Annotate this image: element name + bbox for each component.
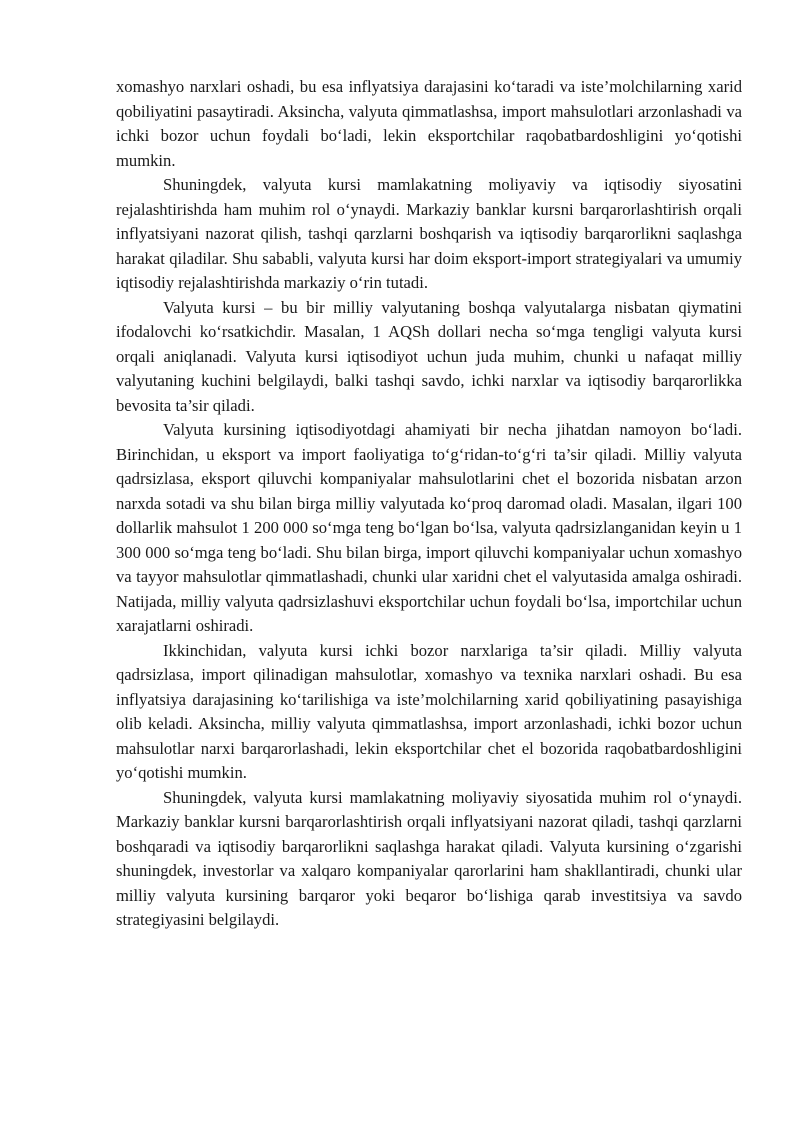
paragraph-monetary-policy: Shuningdek, valyuta kursi mamlakatning moliyaviy va iqtisodiy siyosatini rejalashtirishda ham muhim rol o‘ynaydi. Markaziy banklar kursni barqarorlashtirish orqali inflyatsiyani nazorat qilish, tashqi qarzlarni boshqarish va iqtisodiy barqarorlikni saqlashga harakat qiladilar. Shu sababli, valyuta kursi har doim eksport-import strategiyalari va umumiy iqtisodiy rejalashtirishda markaziy o‘rin tutadi.: [116, 175, 742, 292]
paragraph-financial-policy: Shuningdek, valyuta kursi mamlakatning moliyaviy siyosatida muhim rol o‘ynaydi. Markaziy banklar kursni barqarorlashtirish orqali inflyatsiyani nazorat qiladi, tashqi qarzlarni boshqaradi va iqtisodiy barqarorlikni saqlashga harakat qiladi. Valyuta kursining o‘zgarishi shuningdek, investorlar va xalqaro kompaniyalar qarorlarini ham shakllantiradi, chunki ular milliy valyuta kursining barqaror yoki beqaror bo‘lishiga qarab investitsiya va savdo strategiyasini belgilaydi.: [116, 787, 742, 929]
paragraph-export-import-effect: Valyuta kursining iqtisodiyotdagi ahamiyati bir necha jihatdan namoyon bo‘ladi. Birinchidan, u eksport va import faoliyatiga to‘g‘ridan-to‘g‘ri ta’sir qiladi. Milliy valyuta qadrsizlasa, eksport qiluvchi kompaniyalar mahsulotlarini chet el bozorida nisbatan arzon narxda sotadi va shu bilan birga milliy valyutada ko‘proq daromad oladi. Masalan, ilgari 100 dollarlik mahsulot 1 200 000 so‘mga teng bo‘lgan bo‘lsa, valyuta qadrsizlanganidan keyin u 1 300 000 so‘mga teng bo‘ladi. Shu bilan birga, import qiluvchi kompaniyalar uchun xomashyo va tayyor mahsulotlar qimmatlashadi, chunki ular xaridni chet el valyutasida amalga oshiradi. Natijada, milliy valyuta qadrsizlashuvi eksportchilar uchun foydali bo‘lsa, importchilar uchun xarajatlarni oshiradi.: [116, 420, 742, 635]
paragraph-continuation: xomashyo narxlari oshadi, bu esa inflyatsiya darajasini ko‘taradi va iste’molchilarning xarid qobiliyatini pasaytiradi. Aksincha, valyuta qimmatlashsa, import mahsulotlari arzonlashadi va ichki bozor uchun foydali bo‘ladi, lekin eksportchilar raqobatbardoshligini yo‘qotishi mumkin.: [116, 77, 742, 170]
paragraph-domestic-prices: Ikkinchidan, valyuta kursi ichki bozor narxlariga ta’sir qiladi. Milliy valyuta qadrsizlasa, import qilinadigan mahsulotlar, xomashyo va texnika narxlari oshadi. Bu esa inflyatsiya darajasining ko‘tarilishiga va iste’molchilarning xarid qobiliyatining pasayishiga olib keladi. Aksincha, milliy valyuta qimmatlashsa, import arzonlashadi, ichki bozor uchun mahsulotlar narxi barqarorlashadi, lekin eksportchilar chet el bozorida raqobatbardoshligini yo‘qotishi mumkin.: [116, 640, 742, 782]
document-page: [116, 75, 742, 933]
paragraph-exchange-rate-definition: Valyuta kursi – bu bir milliy valyutaning boshqa valyutalarga nisbatan qiymatini ifodalovchi ko‘rsatkichdir. Masalan, 1 AQSh dollari necha so‘mga tengligi valyuta kursi orqali aniqlanadi. Valyuta kursi iqtisodiyot uchun juda muhim, chunki u nafaqat milliy valyutaning kuchini belgilaydi, balki tashqi savdo, ichki narxlar va iqtisodiy barqarorlikka bevosita ta’sir qiladi.: [116, 297, 742, 415]
